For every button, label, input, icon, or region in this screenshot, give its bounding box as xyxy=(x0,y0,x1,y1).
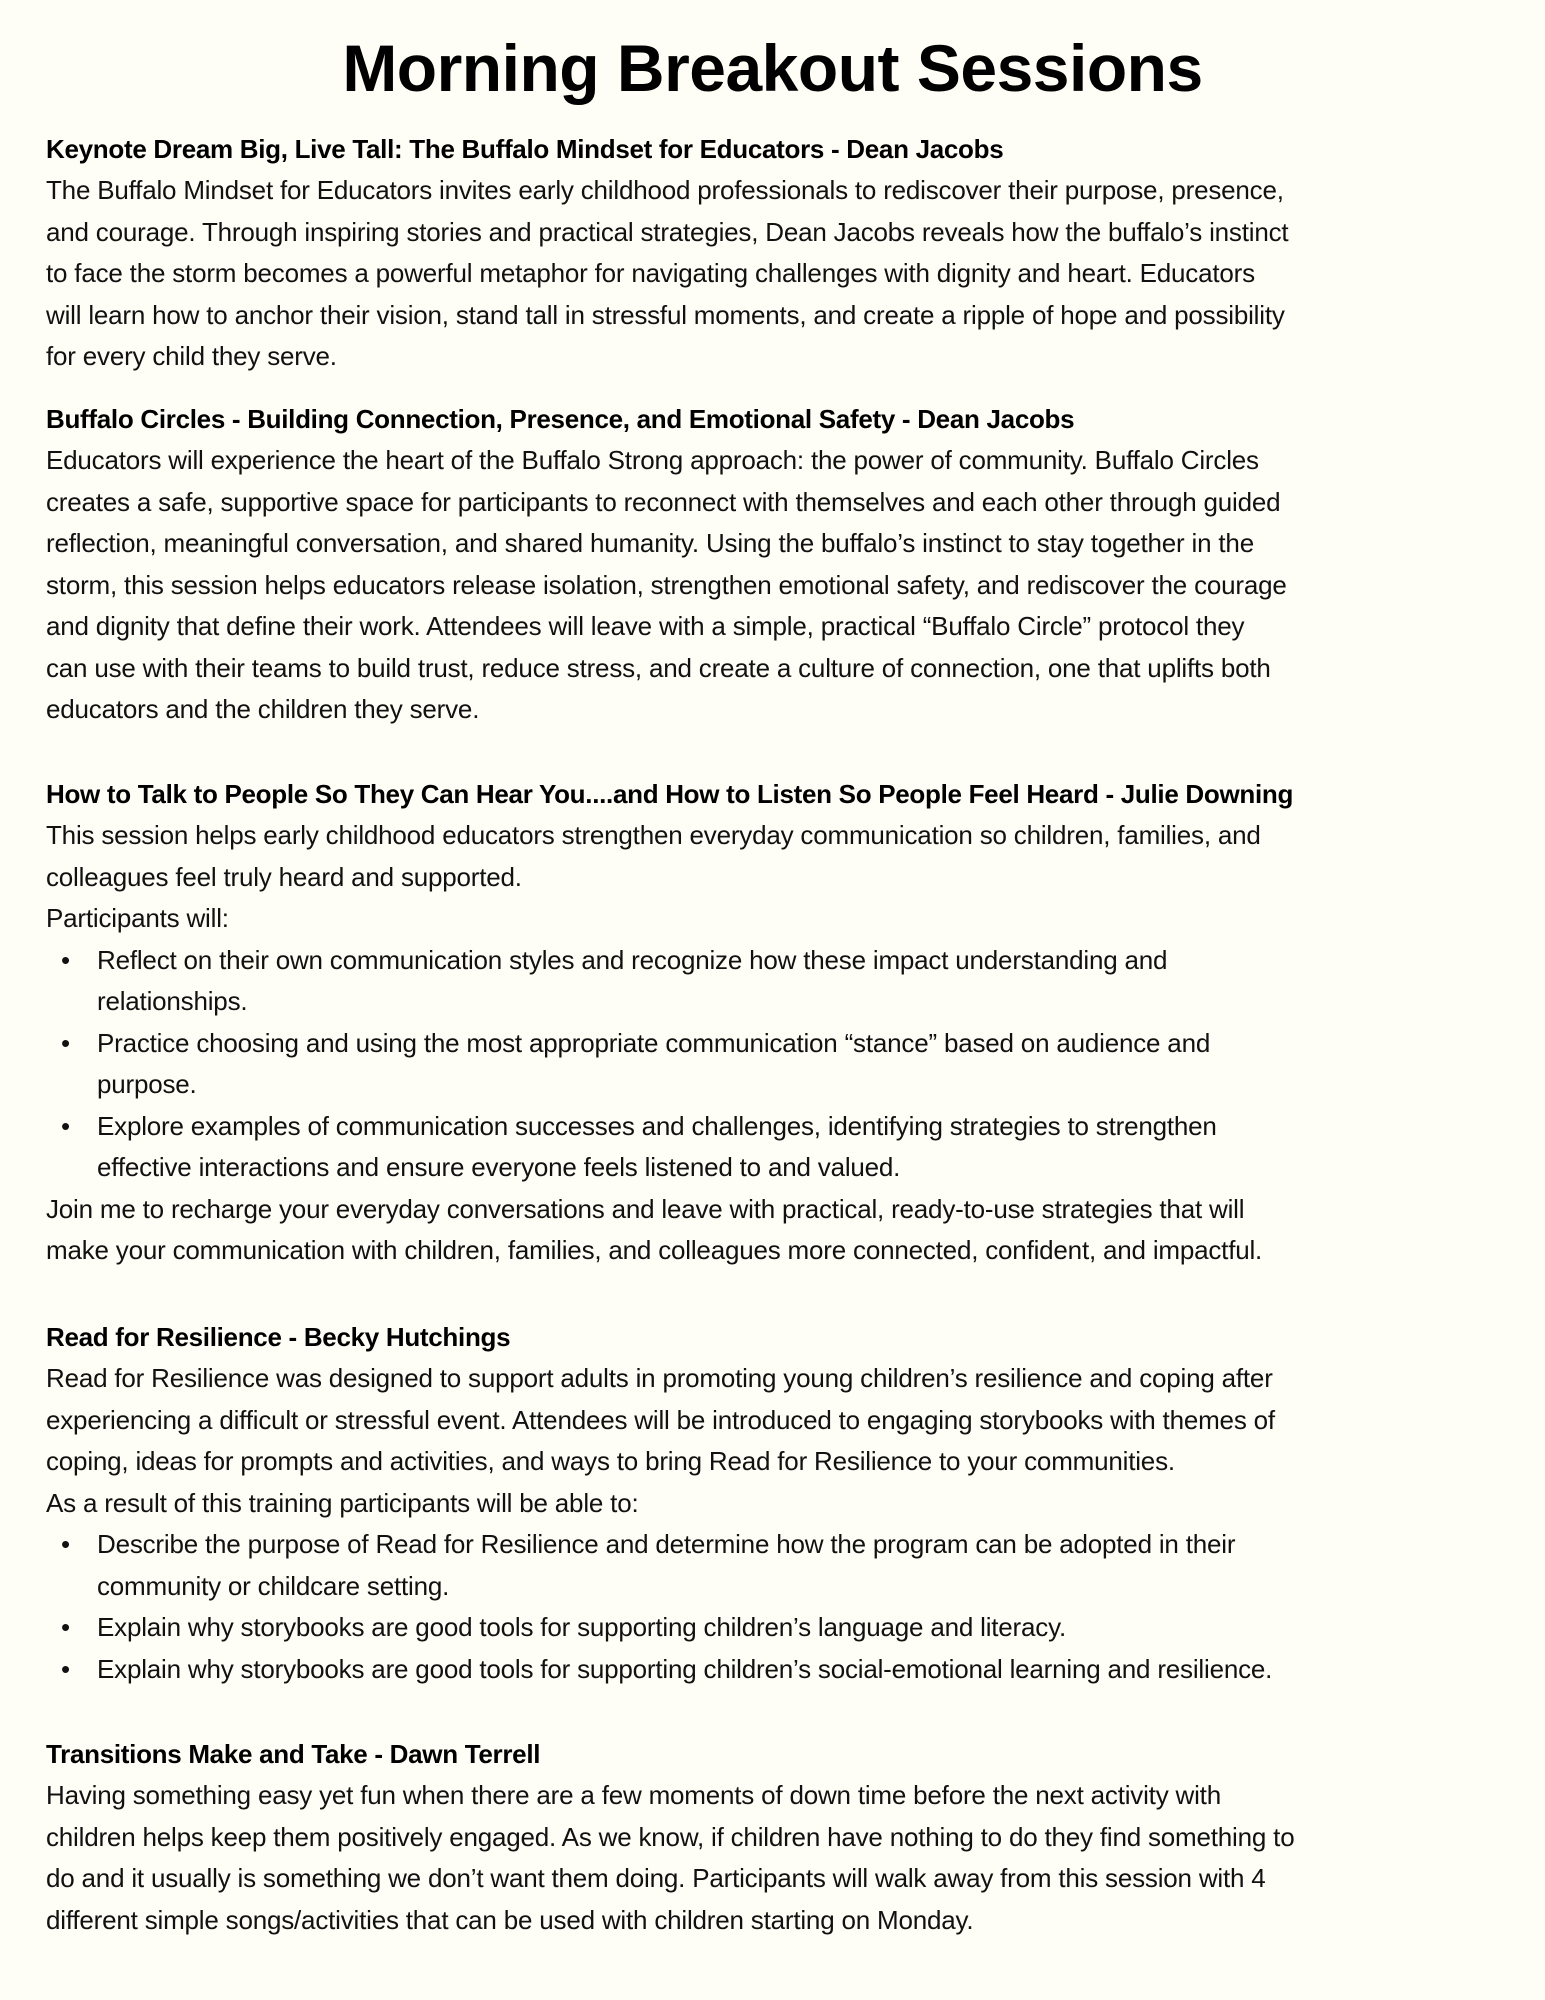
text-line: • Practice choosing and using the most appropriate communication “stance” based on audience and xyxy=(97,1027,1211,1058)
session-heading: Transitions Make and Take - Dawn Terrell xyxy=(46,1739,541,1769)
text-line: The Buffalo Mindset for Educators invites early childhood professionals to rediscover their purpose, presence, xyxy=(46,175,1284,205)
text-line: Participants will: xyxy=(46,903,229,933)
session-description xyxy=(46,170,1506,378)
text-line: can use with their teams to build trust, reduce stress, and create a culture of connection, one that uplifts both xyxy=(46,652,1271,683)
text-line: and courage. Through inspiring stories and practical strategies, Dean Jacobs reveals how the buffalo’s instinct xyxy=(46,216,1289,247)
text-line: do and it usually is something we don’t want them doing. Participants will walk away from this session with 4 xyxy=(46,1863,1266,1893)
session-description xyxy=(46,815,1506,1272)
text-line: • Describe the purpose of Read for Resilience and determine how the program can be adopted in their xyxy=(97,1529,1236,1559)
text-line: reflection, meaningful conversation, and shared humanity. Using the buffalo’s instinct to stay together in the xyxy=(46,528,1254,558)
bullet-list xyxy=(46,1524,1506,1690)
session-keynote xyxy=(46,128,1506,378)
session-description xyxy=(46,1775,1506,1941)
text-line: • Explore examples of communication successes and challenges, identifying strategies to strengthen xyxy=(97,1110,1217,1141)
text-line: make your communication with children, families, and colleagues more connected, confident, and impactful. xyxy=(46,1235,1263,1265)
session-heading: How to Talk to People So They Can Hear You....and How to Listen So People Feel Heard - Julie Downing xyxy=(46,779,1294,809)
text-line: and dignity that define their work. Attendees will leave with a simple, practical “Buffalo Circle” protocol they xyxy=(46,611,1245,641)
session-heading: Read for Resilience - Becky Hutchings xyxy=(46,1322,511,1352)
bullet-item xyxy=(46,1524,1506,1607)
page-title: Morning Breakout Sessions xyxy=(342,31,1203,105)
session-heading: Buffalo Circles - Building Connection, Presence, and Emotional Safety - Dean Jacobs xyxy=(46,404,1075,434)
text-line: will learn how to anchor their vision, stand tall in stressful moments, and create a ripple of hope and possibility xyxy=(46,299,1285,330)
session-transitions xyxy=(46,1733,1506,1941)
session-heading: Keynote Dream Big, Live Tall: The Buffalo Mindset for Educators - Dean Jacobs xyxy=(46,134,1004,164)
text-line: • Explain why storybooks are good tools for supporting children’s language and literacy. xyxy=(97,1612,1066,1642)
bullet-item xyxy=(46,1106,1506,1189)
text-line: This session helps early childhood educators strengthen everyday communication so children, families, and xyxy=(46,820,1261,850)
bullet-item xyxy=(46,1607,1506,1649)
text-line: colleagues feel truly heard and supported. xyxy=(46,861,522,892)
text-line: Educators will experience the heart of the Buffalo Strong approach: the power of community. Buffalo Circles xyxy=(46,445,1259,475)
text-line: Read for Resilience was designed to support adults in promoting young children’s resilience and coping after xyxy=(46,1363,1273,1393)
text-line: children helps keep them positively engaged. As we know, if children have nothing to do they find something to xyxy=(46,1821,1295,1852)
text-line: experiencing a difficult or stressful event. Attendees will be introduced to engaging storybooks with themes of xyxy=(46,1404,1275,1435)
session-description xyxy=(46,1358,1506,1690)
session-read-for-resilience xyxy=(46,1316,1506,1690)
text-line: • Explain why storybooks are good tools for supporting children’s social-emotional learning and resilience. xyxy=(97,1653,1273,1684)
text-line: different simple songs/activities that can be used with children starting on Monday. xyxy=(46,1904,974,1935)
bullet-item xyxy=(46,1023,1506,1106)
bullet-item xyxy=(46,940,1506,1023)
text-line: • Reflect on their own communication styles and recognize how these impact understanding and xyxy=(97,944,1168,975)
text-line: creates a safe, supportive space for participants to reconnect with themselves and each other through guided xyxy=(46,486,1281,517)
text-line: effective interactions and ensure everyone feels listened to and valued. xyxy=(97,1152,901,1182)
session-description xyxy=(46,440,1506,731)
text-line: Having something easy yet fun when there are a few moments of down time before the next activity with xyxy=(46,1780,1221,1810)
text-line: purpose. xyxy=(97,1069,197,1099)
text-line: community or childcare setting. xyxy=(97,1570,450,1601)
text-line: for every child they serve. xyxy=(46,341,337,371)
text-line: coping, ideas for prompts and activities, and ways to bring Read for Resilience to your communities. xyxy=(46,1446,1175,1476)
text-line: to face the storm becomes a powerful metaphor for navigating challenges with dignity and heart. Educators xyxy=(46,258,1255,288)
text-line: storm, this session helps educators release isolation, strengthen emotional safety, and rediscover the courage xyxy=(46,569,1287,600)
session-how-to-talk xyxy=(46,773,1506,1272)
session-buffalo-circles xyxy=(46,398,1506,731)
text-line: relationships. xyxy=(97,986,248,1016)
text-line: Join me to recharge your everyday conversations and leave with practical, ready-to-use strategies that will xyxy=(46,1193,1245,1224)
text-line: As a result of this training participants will be able to: xyxy=(46,1487,639,1518)
bullet-item xyxy=(46,1649,1506,1691)
bullet-list xyxy=(46,940,1506,1189)
text-line: educators and the children they serve. xyxy=(46,694,480,724)
